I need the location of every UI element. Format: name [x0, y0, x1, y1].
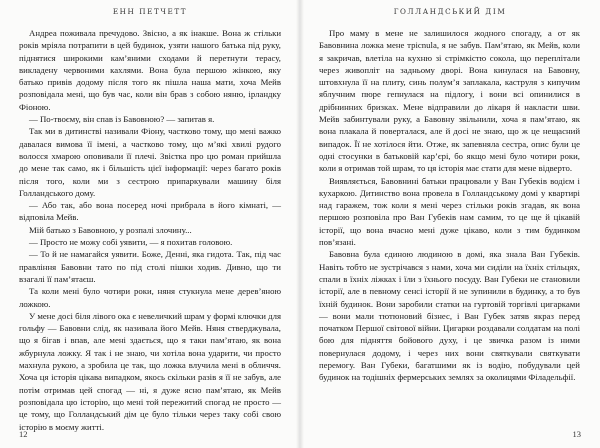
page-number: 13 — [572, 429, 581, 439]
paragraph: — Або так, або вона посеред ночі прибрала в його кімнаті, — відповіла Мейв. — [19, 200, 281, 223]
paragraph: — То й не намагайся уявити. Боже, Денні, яка гидота. Так, під час правління Бавовни тато по під столі пішки ходив. Дивно, що ти взагалі її пам’ятаєш. — [19, 249, 281, 284]
paragraph: — Просто не можу собі уявити, — я похитав головою. — [29, 237, 233, 248]
paragraph: — По-твоєму, він спав із Бавовною? — запитав я. — [29, 114, 215, 125]
paragraph: Про маму в мене не залишилося жодного спогаду, а от як Бавовнина ложка мене трісnula, я не забув. Пам’ятаю, як Мейв, коли я закричав, влетіла на кухню зі стрімкістю сокола, що переплітали через живопліт на задньому дворі. Вона кинулася на Бавовну, штовхнула її на плиту, синь полум’я заплакала, каструля з кипучим яблучним пюре гепнулася на підлогу, і вони всі опинилися в дрібнинних бризках. Мене відправили до лікаря й накласти шви. Мейв забинтували руку, а Бавовну звільнили, хоча я пам’ятаю, як вона плакала й поверталася, але й досі не знаю, що ж це нещасний випадок. Її не хотілося йти. Отже, як запевняла сестра, опис були це одні стосунки в батьковій кар’єрі, бо якщо мені було чотири роки, коли я отримав той шрам, то ця історія має стати для мене відверто. — [319, 28, 580, 174]
paragraph: У мене досі біля лівого ока є невеличкий шрам у формі ключки для гольфу — Бавовни слід, як називала його Мейв. Няня стверджувала, що я бігав і впав, але мені здається, що я таки пам’ятаю, як вона жбурнула ложку. Я так і не знаю, чи хотіла вона ударити, чи просто махнула рукою, а зробила це так, що ложка влучила мені в обличчя. Хоча ця історія цікава випадком, якось скільки разів я її не забув, але потім отримав цей спогад — ні, я дуже ясно пам’ятаю, як Мейв розповідала цю історію, що мені той пережитий спогад не просто — це тому, що Голландський дім це було тільки через таку собі свою історію в моєму житті. — [19, 310, 281, 432]
paragraph: Бавовна була єдиною людиною в домі, яка знала Ван Губеків. Навіть тобто не зустрічався з нами, хоча ми сиділи на їхніх стільцях, спали в їхніх ліжках і їли з їхнього посуду. Ван Губеки не становили історії, але в певному сенсі історії й не зупинили в будинку, а то був їхній будинок. Вони заробили статки на гуртовій торгівлі цигарками — вони мали тютюновий бізнес, і Ван Губек затяв якраз перед початком Першої світової війни. Цигарки роздавали солдатам на полі бою для підняття бойового духу, і це звичка разом із ними повернулася додому, і через них вони святкували святкувати перемогу. Ван Губеки, багатшими як із водію, побудували цей будинок на тодішніх фермерських землях за околицями Філадельфії. — [319, 249, 580, 383]
paragraph: Виявляється, Бавовнині батьки працювали у Ван Губеків водієм і кухаркою. Дитинство вона провела в Голландському домі у квартирі над гаражем, тож коли я мені через стільки років згадав, як вона першою розповіла про Ван Губеків нам самим, то це ще й цікавій історії, що вона вчасно мені дуже цікаво, коли з тим будинком пов’язані. — [319, 175, 580, 248]
paragraph: Мій батько з Бавовною, у розпалі злочину... — [29, 224, 192, 235]
running-header-author: ЕНН ПЕТЧЕТТ — [112, 7, 188, 16]
paragraph: Андреа поживала пречудово. Звісно, а як інакше. Вона ж стільки років мріяла потрапити в цей будинок, узяти нашого батька під руку, піднятися широкими кам’яними сходами й перетнути терасу, викладену червоними кахлями. Вона була першою жінкою, яку батько привів додому після того як пішла наша мати, хоча Мейв розповідала мені, що був час, коли він брав з собою няню, ірландку Фіоною. — [19, 28, 281, 112]
book-gutter — [296, 0, 304, 448]
page-number: 12 — [19, 429, 28, 439]
running-header-title: ГОЛЛАНДСЬКИЙ ДІМ — [393, 7, 507, 16]
right-page — [300, 0, 600, 448]
right-page-body — [319, 27, 580, 384]
left-page-body — [19, 27, 281, 433]
paragraph: Так ми в дитинстві називали Фіону, частково тому, що мені важко давалася вимова її імені, а частково тому, що м’які хвилі рудого волосся хмарою оповивали її плечі. Звістка про цю роман прийшла до мене так само, як і більшість цієї інформації: через багато років після того, коли ми з сестрою припаркували машину біля Голландського дому. — [19, 126, 281, 198]
paragraph: Та коли мені було чотири роки, няня стукнула мене дерев’яною ложкою. — [19, 286, 281, 309]
